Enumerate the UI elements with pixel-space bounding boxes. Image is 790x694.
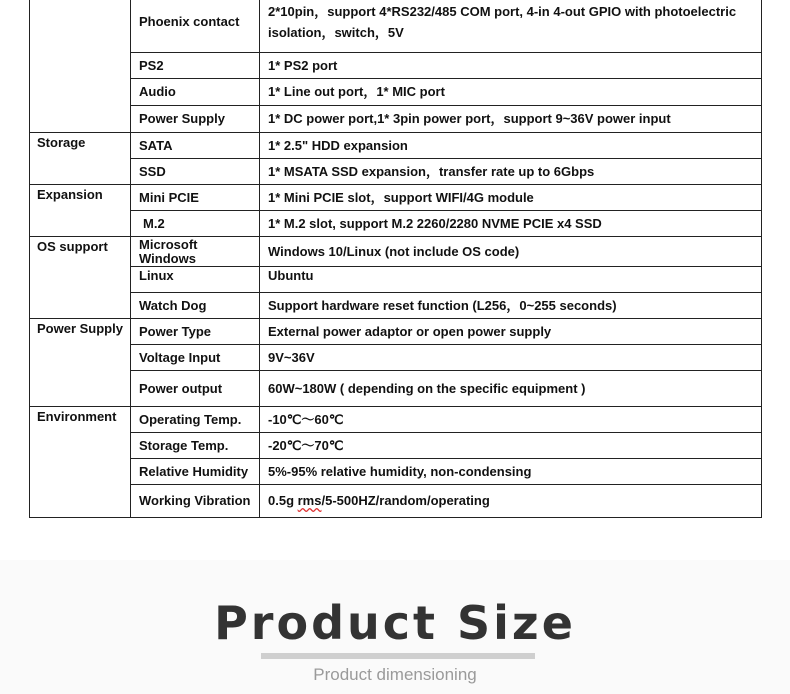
value-cell: 9V~36V [260,345,762,371]
title-underline-bar [261,653,535,659]
table-row [30,185,762,211]
table-row [30,53,762,79]
spec-table [29,0,762,518]
table-row [30,237,762,267]
value-cell: 60W~180W ( depending on the specific equipment ) [260,371,762,407]
section-title: Product Size [214,596,576,650]
item-cell: Linux [131,267,260,293]
value-cell: -10℃～60℃ [260,407,762,433]
item-cell: SATA [131,133,260,159]
item-cell: M.2 [131,211,260,237]
item-cell: Phoenix contact [131,0,260,53]
category-cell: Storage [30,133,131,185]
value-cell: 1* PS2 port [260,53,762,79]
item-cell: Voltage Input [131,345,260,371]
table-row [30,371,762,407]
table-row [30,459,762,485]
value-cell: Ubuntu [260,267,762,293]
value-cell: 5%-95% relative humidity, non-condensing [260,459,762,485]
table-row [30,211,762,237]
category-cell: Expansion [30,185,131,237]
value-cell: 1* Mini PCIE slot，support WIFI/4G module [260,185,762,211]
value-cell: 1* MSATA SSD expansion，transfer rate up to 6Gbps [260,159,762,185]
item-cell: SSD [131,159,260,185]
table-row [30,79,762,106]
section-subtitle: Product dimensioning [313,665,477,684]
category-cell-interface [30,0,131,133]
category-cell: Environment [30,407,131,518]
table-row [30,293,762,319]
table-row [30,407,762,433]
value-cell: 1* DC power port,1* 3pin power port，support 9~36V power input [260,106,762,133]
item-cell: Audio [131,79,260,106]
item-cell: Mini PCIE [131,185,260,211]
table-row [30,345,762,371]
item-cell: Storage Temp. [131,433,260,459]
value-cell: -20℃～70℃ [260,433,762,459]
value-cell: 2*10pin，support 4*RS232/485 COM port, 4-in 4-out GPIO with photoelectric isolation，switch，5V [260,0,762,53]
table-row [30,267,762,293]
value-cell: Windows 10/Linux (not include OS code) [260,237,762,267]
table-row [30,319,762,345]
value-cell: External power adaptor or open power supply [260,319,762,345]
spellcheck-underlined-word: rms [297,493,322,508]
category-cell: OS support [30,237,131,319]
item-cell: Watch Dog [131,293,260,319]
table-row [30,133,762,159]
value-cell: 1* M.2 slot, support M.2 2260/2280 NVME PCIE x4 SSD [260,211,762,237]
value-cell: Support hardware reset function (L256，0~255 seconds) [260,293,762,319]
item-cell: Working Vibration [131,485,260,518]
item-cell: Relative Humidity [131,459,260,485]
item-cell: Microsoft Windows [131,237,260,267]
table-row [30,433,762,459]
item-cell: Power output [131,371,260,407]
value-prefix: 0.5g [268,493,298,508]
item-cell: Power Supply [131,106,260,133]
table-row [30,159,762,185]
value-cell [260,485,762,518]
category-cell: Power Supply [30,319,131,407]
value-suffix: /5-500HZ/random/operating [321,493,490,508]
item-cell: PS2 [131,53,260,79]
item-cell: Power Type [131,319,260,345]
value-cell: 1* 2.5" HDD expansion [260,133,762,159]
value-cell: 1* Line out port，1* MIC port [260,79,762,106]
table-row [30,106,762,133]
item-cell: Operating Temp. [131,407,260,433]
table-row [30,0,762,53]
table-row [30,485,762,518]
